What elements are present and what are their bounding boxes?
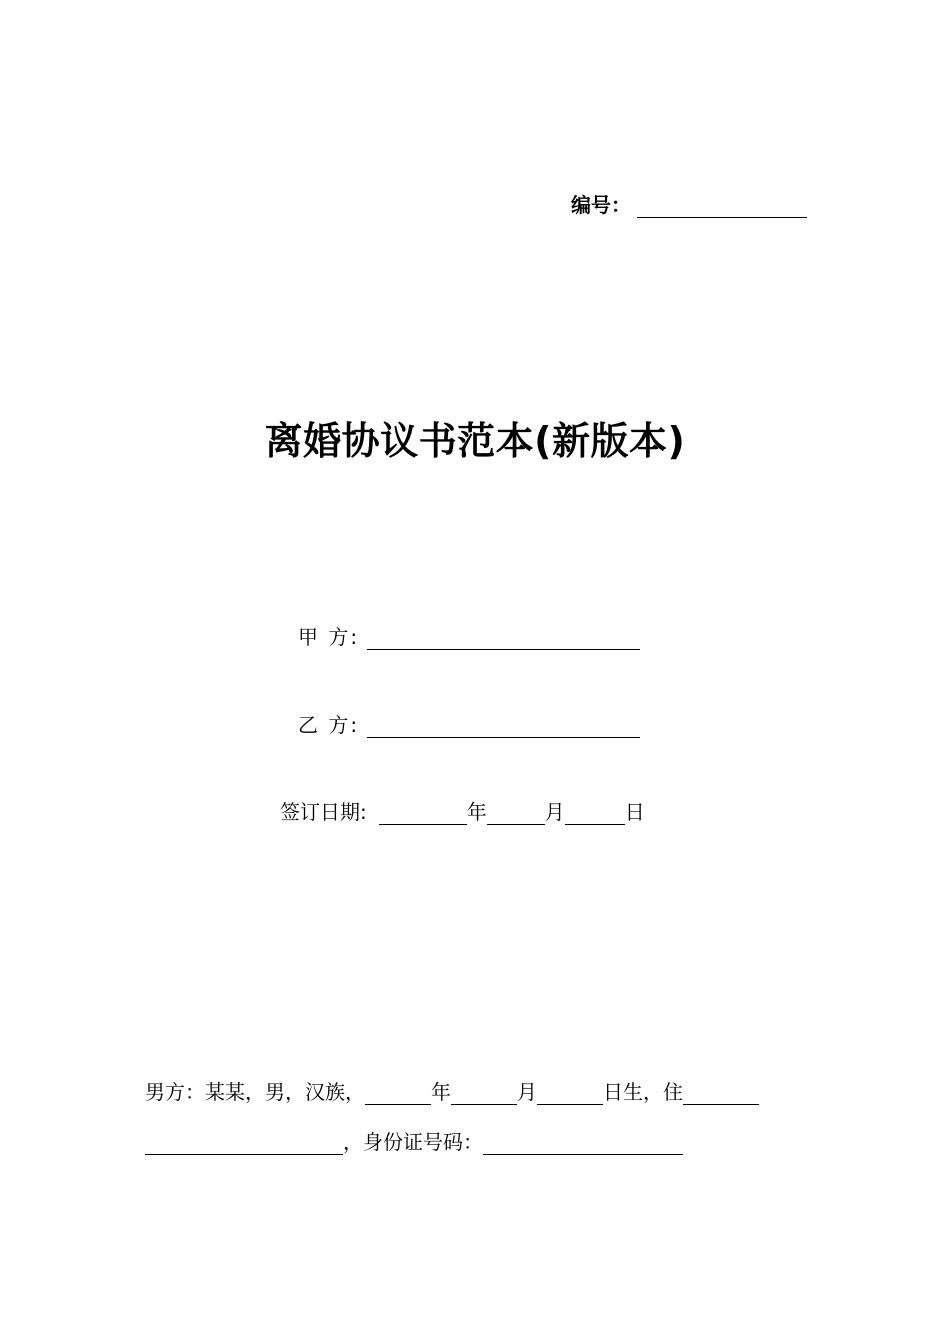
party-a-blank — [367, 627, 640, 650]
id-number-blank — [483, 1132, 683, 1155]
party-b-row — [298, 708, 640, 738]
party-b-label: 乙 方: — [298, 713, 360, 737]
birth-year-blank — [365, 1082, 431, 1105]
residence-blank-part1 — [683, 1082, 759, 1105]
birth-month-label: 月 — [517, 1080, 537, 1104]
birth-day-blank — [537, 1082, 603, 1105]
signing-day-blank — [565, 802, 625, 825]
serial-number-label: 编号： — [571, 193, 631, 217]
document-title: 离婚协议书范本(新版本) — [264, 419, 686, 463]
signing-day-label: 日 — [624, 800, 645, 824]
signing-year-blank — [379, 802, 467, 825]
signing-month-blank — [487, 802, 545, 825]
body-line-1 — [145, 1075, 759, 1105]
party-b-blank — [367, 715, 640, 738]
signing-date-label: 签订日期: — [280, 800, 367, 824]
serial-number-blank — [637, 195, 807, 218]
id-number-label: ，身份证号码： — [343, 1130, 483, 1154]
birth-month-blank — [451, 1082, 517, 1105]
birth-residence-label: 日生，住 — [603, 1080, 683, 1104]
residence-blank-part2 — [145, 1132, 343, 1155]
signing-month-label: 月 — [544, 800, 565, 824]
birth-year-label: 年 — [431, 1080, 451, 1104]
party-a-row — [298, 620, 640, 650]
signing-date-row — [280, 795, 645, 825]
party-a-label: 甲 方: — [298, 625, 360, 649]
husband-intro-text: 男方：某某，男，汉族， — [145, 1080, 365, 1104]
body-line-2 — [145, 1125, 683, 1155]
serial-number-row — [571, 190, 807, 218]
signing-year-label: 年 — [466, 800, 487, 824]
